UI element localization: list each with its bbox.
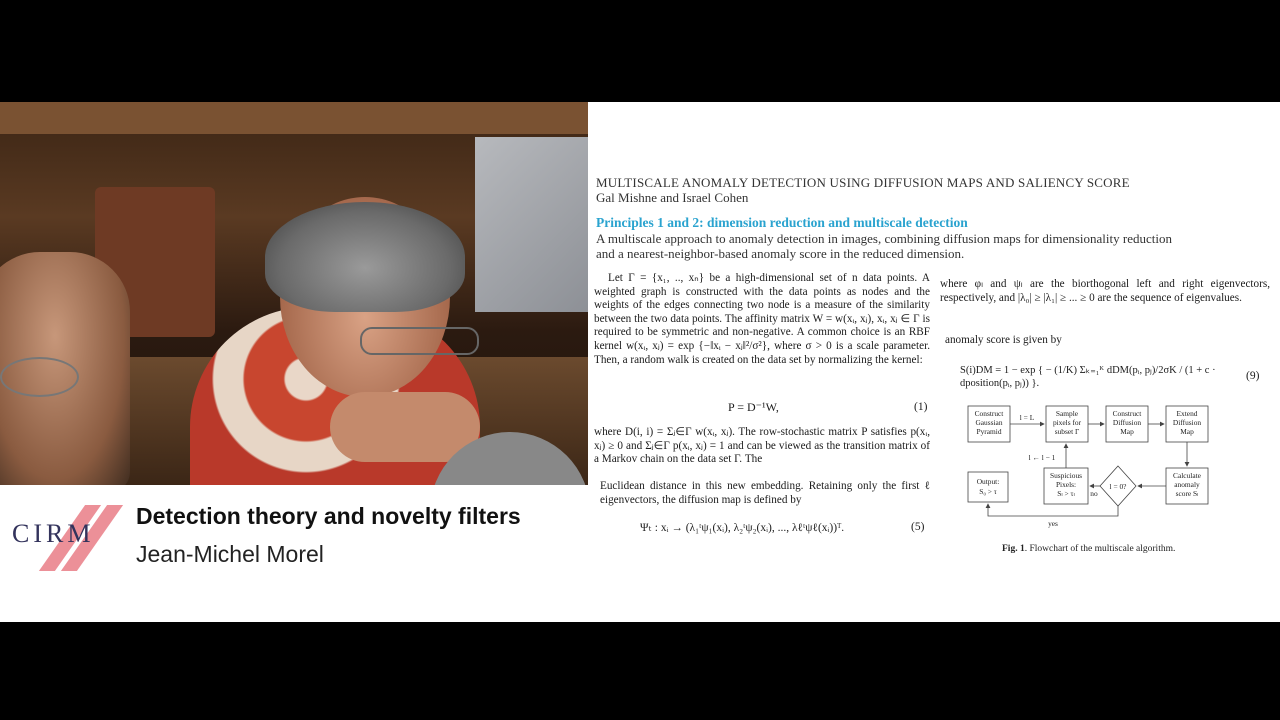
left-column-paragraph-1: Let Γ = {x₁, .., xₙ} be a high-dimensional set of n data points. A weighted graph is constructed with the data points as nodes and the weights of the edges connecting two node is a measure of the similarity between the two data points. The affinity matrix W = w(xᵢ, xⱼ), xᵢ, xⱼ ∈ Γ is required to be symmetric and non-negative. A common choice is an RBF kernel w(xᵢ, xⱼ) = exp {−‖xᵢ − xⱼ‖²/σ²}, where σ > 0 is a scale parameter. Then, a random walk is created on the data set by normalizing the kernel: bbox=[594, 272, 930, 366]
equation-5-number: (5) bbox=[911, 521, 925, 533]
flow-text: Construct bbox=[1112, 409, 1142, 418]
logo-text: CIRM bbox=[12, 519, 95, 548]
audience-member-hair bbox=[265, 202, 465, 312]
flowchart-diagram bbox=[958, 400, 1258, 540]
flow-text: subset Γ bbox=[1054, 427, 1080, 436]
speaker-name: Jean-Michel Morel bbox=[136, 541, 324, 567]
flow-label: l ← l − 1 bbox=[1028, 453, 1056, 462]
equation-5: Ψₜ : xᵢ → (λ₁ᵗψ₁(xᵢ), λ₂ᵗψ₂(xᵢ), ..., λℓᵗψℓ(xᵢ))ᵀ. bbox=[640, 522, 845, 534]
flow-text: anomaly bbox=[1174, 480, 1200, 489]
glasses bbox=[0, 357, 79, 397]
flow-label: l = L bbox=[1019, 413, 1035, 422]
flow-text: Output: bbox=[976, 477, 1000, 486]
flow-label: no bbox=[1090, 489, 1098, 498]
equation-1: P = D⁻¹W, bbox=[728, 400, 779, 414]
flow-text: Gaussian bbox=[975, 418, 1003, 427]
flow-text: Map bbox=[1120, 427, 1134, 436]
cirm-logo bbox=[12, 505, 122, 567]
flow-text: Calculate bbox=[1173, 471, 1201, 480]
flow-text: Sₗ > τₗ bbox=[1057, 489, 1075, 498]
intro-line: and a nearest-neighbor-based anomaly score in the reduced dimension. bbox=[596, 246, 965, 261]
flow-text: Pixels: bbox=[1055, 480, 1077, 489]
talk-title: Detection theory and novelty filters bbox=[136, 503, 521, 529]
lower-third-caption bbox=[0, 485, 588, 622]
left-column-paragraph-2: where D(i, i) = Σⱼ∈Γ w(xᵢ, xⱼ). The row-stochastic matrix P satisfies p(xᵢ, xⱼ) ≥ 0 and Σⱼ∈Γ p(xᵢ, xⱼ) = 1 and can be viewed as the transition matrix of a Markov chain on the data set Γ. The bbox=[594, 426, 930, 466]
flow-text: Suspicious bbox=[1049, 471, 1083, 480]
flow-text: Diffusion bbox=[1112, 418, 1142, 427]
paper-title: MULTISCALE ANOMALY DETECTION USING DIFFUSION MAPS AND SALIENCY SCORE bbox=[596, 175, 1130, 190]
glasses bbox=[360, 327, 479, 355]
equation-9-number: (9) bbox=[1246, 370, 1260, 382]
background-laptop bbox=[475, 137, 588, 312]
flow-text: Diffusion bbox=[1172, 418, 1202, 427]
right-column-paragraph-1: where φₗ and ψₗ are the biorthogonal left and right eigenvectors, respectively, and |λ₀| ≥ |λ₁| ≥ ... ≥ 0 are the sequence of eigenvalues. bbox=[940, 278, 1270, 304]
flow-text: Construct bbox=[974, 409, 1004, 418]
principle-heading: Principles 1 and 2: dimension reduction and multiscale detection bbox=[596, 215, 968, 230]
flow-text: Map bbox=[1180, 427, 1194, 436]
right-column-paragraph-2: anomaly score is given by bbox=[945, 334, 1062, 346]
speaker-camera-view bbox=[0, 102, 588, 485]
intro-text bbox=[596, 231, 1196, 261]
flow-text: Sample bbox=[1055, 409, 1079, 418]
background-shelf bbox=[0, 102, 588, 134]
flow-text: l = 0? bbox=[1109, 482, 1127, 491]
presentation-slide bbox=[588, 102, 1280, 622]
top-letterbox bbox=[0, 0, 1280, 102]
paper-authors: Gal Mishne and Israel Cohen bbox=[596, 190, 749, 205]
figure-caption: Fig. 1. Flowchart of the multiscale algorithm. bbox=[1002, 544, 1176, 554]
flow-text: pixels for bbox=[1052, 418, 1082, 427]
intro-line: A multiscale approach to anomaly detection in images, combining diffusion maps for dimensionality reduction bbox=[596, 231, 1172, 246]
flow-text: Extend bbox=[1176, 409, 1198, 418]
flow-text: Pyramid bbox=[976, 427, 1002, 436]
equation-1-number: (1) bbox=[914, 401, 928, 413]
flow-text: S₀ > τ bbox=[979, 487, 997, 496]
equation-9: S(i)DM = 1 − exp { − (1/K) Σₖ₌₁ᴷ dDM(pᵢ, pⱼ)/2σK / (1 + c · dposition(pᵢ, pⱼ)) }. bbox=[960, 365, 1216, 389]
flow-text: score Sₗ bbox=[1175, 489, 1199, 498]
left-column-paragraph-3: Euclidean distance in this new embedding. Retaining only the first ℓ eigenvectors, the diffusion map is defined by bbox=[600, 480, 930, 506]
flow-label: yes bbox=[1048, 519, 1058, 528]
bottom-letterbox bbox=[0, 622, 1280, 720]
